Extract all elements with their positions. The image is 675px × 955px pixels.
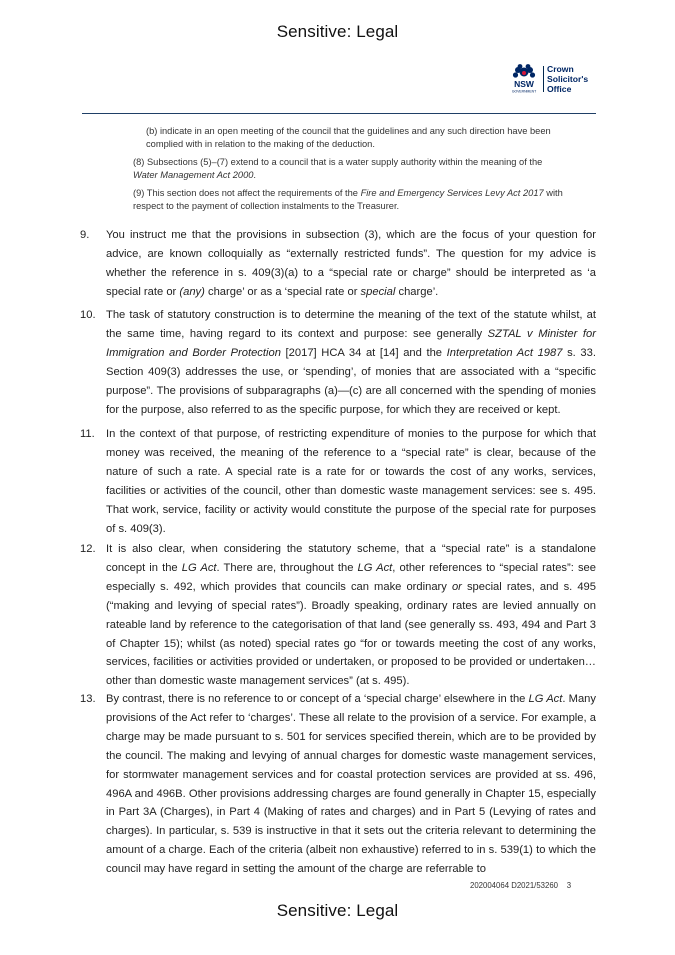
logo-wordmark <box>547 64 588 94</box>
paragraph-text: By contrast, there is no reference to or concept of a ‘special charge’ elsewhere in the LG Act. Many provisions of the Act refer to ‘charges’. These all relate to the provision of a service. For example, a charge may be made pursuant to s. 501 for services specified therein, which are to be provided by the council. The making and levying of annual charges for domestic waste management services, for stormwater management services and for coastal protection services are provided at ss. 496, 496A and 496B. Other provisions addressing charges are found generally in Chapter 15, especially in Part 3A (Charges), in Part 4 (Making of rates and charges) and in Part 5 (Levying of rates and charges). In particular, s. 539 is instructive in that it sets out the criteria relevant to determining the amount of a charge. Each of the criteria (albeit non exhaustive) referred to in s. 539(1) to which the council may have regard in setting the amount of the charge are referrable to <box>106 693 596 876</box>
paragraph-9 <box>80 226 596 302</box>
paragraph-text: It is also clear, when considering the statutory scheme, that a “special rate” is a standalone concept in the LG Act. There are, throughout the LG Act, other references to “special rates”: see especially s. 492, which provides that councils can make ordinary or special rates, and s. 495 (“making and levying of special rates”). Broadly speaking, ordinary rates are levied annually on rateable land by reference to the categorisation of that land (see generally ss. 493, 494 and Part 3 of Chapter 15); whilst (as noted) special rates go “for or towards meeting the cost of any works, services, facilities or activities provided or undertaken, or proposed to be provided or undertaken… other than domestic waste management services” (at s. 495). <box>106 543 596 688</box>
quoted-subsection-9: (9) This section does not affect the requirements of the Fire and Emergency Services Levy Act 2017 with respect to the payment of collection instalments to the Treasurer. <box>133 188 563 211</box>
quoted-subsection-b: (b) indicate in an open meeting of the council that the guidelines and any such direction have been complied with in relation to the making of the deduction. <box>146 126 551 149</box>
page-number: 3 <box>566 881 572 890</box>
document-reference-footer <box>470 881 571 890</box>
paragraph-13 <box>80 690 596 879</box>
logo-line-2: Solicitor's <box>547 74 589 84</box>
paragraph-10 <box>80 306 596 419</box>
logo-line-3: Office <box>547 84 572 94</box>
paragraph-11 <box>80 425 596 538</box>
quoted-act-name: Water Management Act 2000 <box>133 170 254 180</box>
nsw-mark-subtext: GOVERNMENT <box>511 89 537 94</box>
document-reference: 202004064 D2021/53260 <box>470 881 559 890</box>
paragraph-text: You instruct me that the provisions in subsection (3), which are the focus of your question for advice, are known colloquially as “externally restricted funds”. The question for my advice is whether the reference in s. 409(3)(a) to a “special rate or charge” should be interpreted as ‘a special rate or (any) charge’ or as a ‘special rate or special charge’. <box>106 229 596 298</box>
quoted-act-name: Fire and Emergency Services Levy Act 2017 <box>360 188 544 198</box>
quoted-subsection-8: (8) Subsections (5)–(7) extend to a council that is a water supply authority within the meaning of the Water Management Act 2000. <box>133 157 543 180</box>
paragraph-text: The task of statutory construction is to determine the meaning of the text of the statute whilst, at the same time, having regard to its context and purpose: see generally SZTAL v Minister for Immigration and Border Protection [2017] HCA 34 at [14] and the Interpretation Act 1987 s. 33. Section 409(3) addresses the use, or ‘spending’, of monies that are associated with a “specific purpose”. The provisions of subparagraphs (a)—(c) are all concerned with the spending of monies for the purpose, also referred to as the specific purpose, for which they are received or kept. <box>106 309 596 416</box>
paragraph-number: 13. <box>80 693 96 705</box>
logo-line-1: Crown <box>547 64 574 74</box>
paragraph-number: 10. <box>80 309 96 321</box>
sensitivity-banner-bottom: Sensitive: Legal <box>276 901 399 920</box>
logo-divider <box>543 66 544 92</box>
paragraph-12 <box>80 540 596 691</box>
header-rule <box>82 113 596 114</box>
paragraph-text: In the context of that purpose, of restricting expenditure of monies to the purpose for which that money was received, the meaning of the reference to a “special rate” is clear, because of the nature of such a rate. A special rate is a rate for or towards the cost of any works, services, facilities or activities of the council, other than domestic waste management services: see s. 495. That work, service, facility or activity would constitute the purpose of the special rate for purposes of s. 409(3). <box>106 428 596 535</box>
paragraph-number: 11. <box>80 428 95 440</box>
nsw-waratah-icon <box>509 63 539 95</box>
sensitivity-banner-top: Sensitive: Legal <box>276 22 399 41</box>
paragraph-number: 9. <box>80 229 90 241</box>
paragraph-number: 12. <box>80 543 96 555</box>
crown-solicitors-office-logo <box>509 63 599 95</box>
nsw-mark-text: NSW <box>514 79 534 89</box>
